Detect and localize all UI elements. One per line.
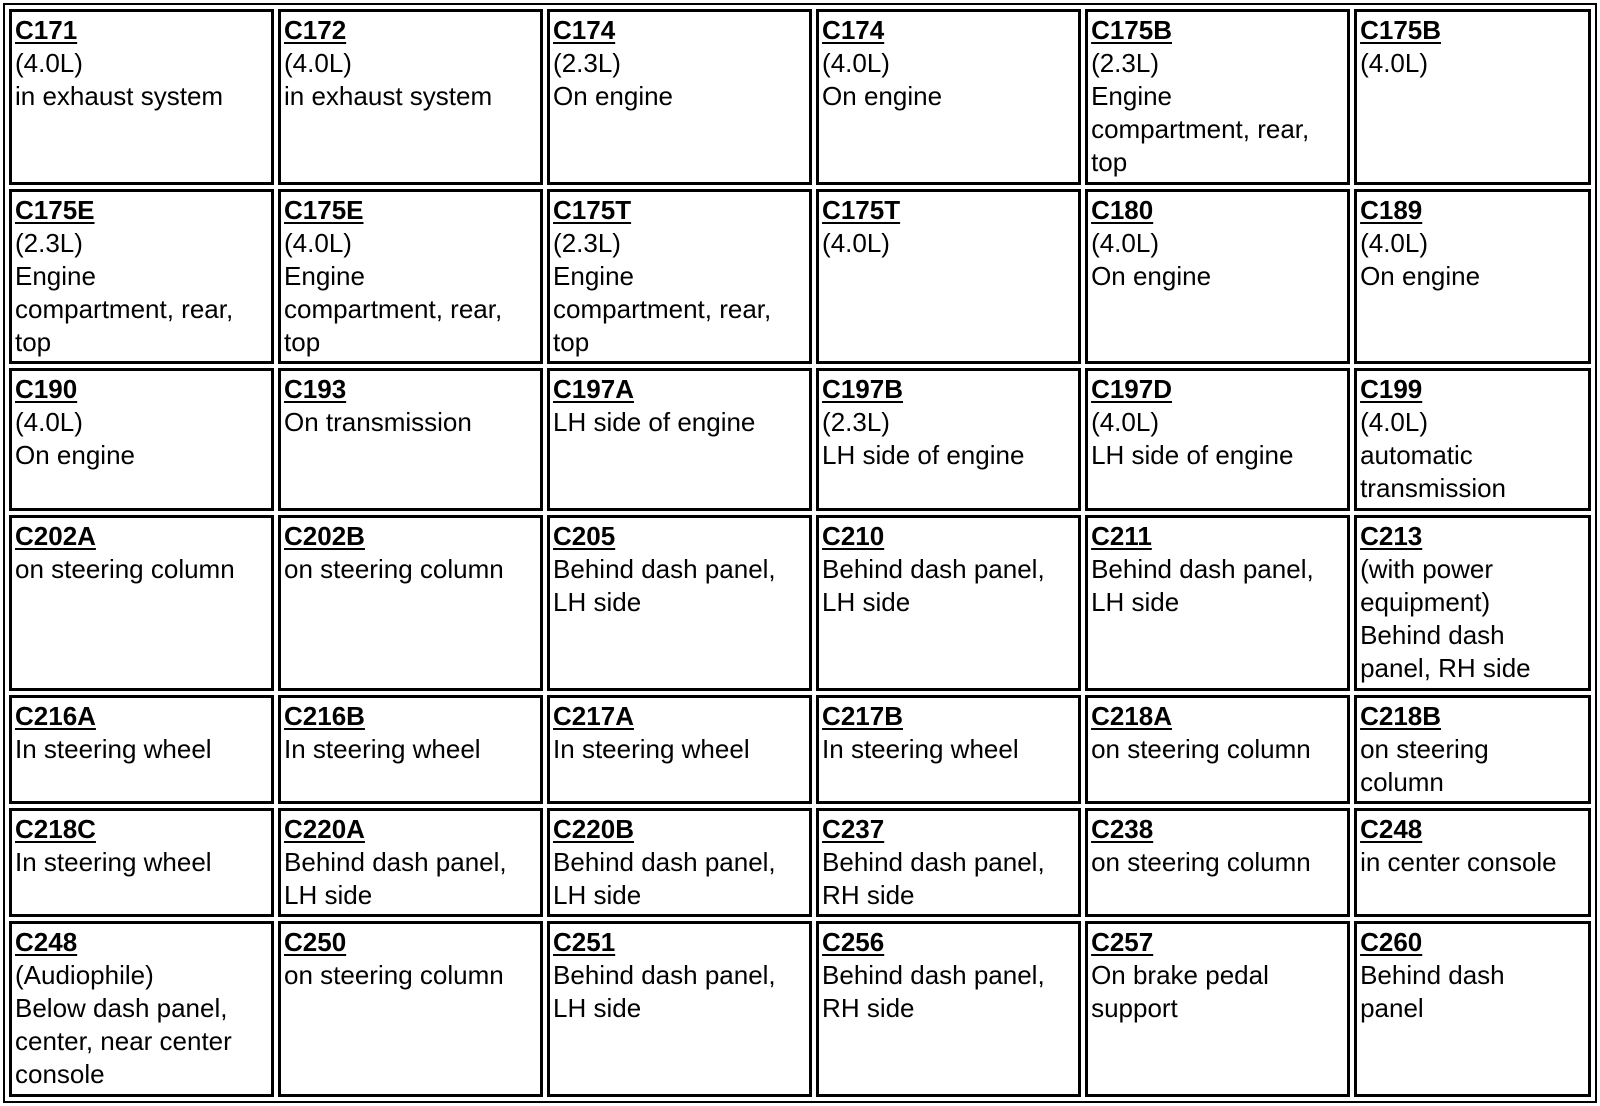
connector-location-text: (2.3L) xyxy=(1091,48,1159,78)
connector-code-link[interactable]: C172 xyxy=(284,15,347,45)
connector-cell xyxy=(547,368,812,511)
connector-code-link[interactable]: C205 xyxy=(553,520,616,551)
connector-location-text: on steering column xyxy=(1091,733,1311,764)
connector-code-link[interactable]: C216B xyxy=(284,700,365,731)
connector-location-text: on steering column xyxy=(284,960,504,991)
connector-location-text: (4.0L) xyxy=(1360,227,1428,258)
connector-location-text: LH side xyxy=(553,993,642,1024)
connector-code-link[interactable]: C250 xyxy=(284,927,347,958)
connector-location-text: top xyxy=(553,326,590,357)
connector-cell xyxy=(816,921,1081,1097)
connector-location-text: equipment) xyxy=(1360,586,1491,617)
connector-location-text: (4.0L) xyxy=(284,227,352,258)
connector-location-text: (4.0L) xyxy=(284,48,352,78)
connector-location-text: panel, RH side xyxy=(1360,652,1531,683)
connector-code-link[interactable]: C217B xyxy=(822,700,903,731)
connector-cell xyxy=(1085,808,1350,917)
connector-location-text: LH side xyxy=(822,586,911,617)
connector-code-link[interactable]: C256 xyxy=(822,927,885,958)
connector-location-text: (4.0L) xyxy=(15,407,83,438)
connector-cell xyxy=(1354,808,1591,917)
connector-cell xyxy=(278,189,543,365)
connector-location-text: (Audiophile) xyxy=(15,960,154,991)
connector-cell xyxy=(278,9,543,185)
connector-cell xyxy=(278,695,543,804)
connector-cell xyxy=(1085,695,1350,804)
connector-cell xyxy=(1085,368,1350,511)
connector-cell xyxy=(547,189,812,365)
connector-location-table xyxy=(3,3,1597,1103)
connector-location-text: Behind dash panel, xyxy=(822,846,1045,877)
connector-code-link[interactable]: C202A xyxy=(15,520,96,551)
connector-location-text: LH side of engine xyxy=(822,440,1025,471)
connector-location-text: LH side xyxy=(284,879,373,910)
connector-location-text: (4.0L) xyxy=(15,48,83,78)
connector-location-text: Behind dash xyxy=(1360,960,1505,991)
connector-code-link[interactable]: C171 xyxy=(15,15,78,45)
connector-location-text: LH side xyxy=(553,879,642,910)
connector-location-text: On brake pedal xyxy=(1091,960,1269,991)
connector-code-link[interactable]: C218B xyxy=(1360,700,1442,731)
table-row xyxy=(9,695,1591,804)
connector-location-text: Engine xyxy=(284,260,365,291)
connector-cell xyxy=(816,515,1081,691)
connector-location-text: on steering column xyxy=(15,553,235,584)
connector-location-text: RH side xyxy=(822,993,915,1024)
table-row xyxy=(9,921,1591,1097)
connector-cell xyxy=(278,808,543,917)
connector-cell xyxy=(278,368,543,511)
connector-location-text: Engine xyxy=(1091,81,1173,111)
connector-cell xyxy=(9,189,274,365)
connector-location-text: In steering wheel xyxy=(553,733,750,764)
connector-cell xyxy=(9,695,274,804)
connector-cell xyxy=(547,921,812,1097)
connector-code-link[interactable]: C248 xyxy=(15,927,78,958)
connector-code-link[interactable]: C238 xyxy=(1091,813,1154,844)
connector-location-text: Behind dash xyxy=(1360,619,1505,650)
connector-cell xyxy=(1354,921,1591,1097)
connector-location-text: compartment, rear, xyxy=(553,293,772,324)
connector-code-link[interactable]: C199 xyxy=(1360,374,1423,405)
connector-location-text: (2.3L) xyxy=(553,48,621,78)
connector-cell xyxy=(1085,921,1350,1097)
table-row xyxy=(9,9,1591,185)
connector-code-link[interactable]: C216A xyxy=(15,700,96,731)
connector-location-text: in exhaust system xyxy=(15,81,224,111)
connector-location-text: On engine xyxy=(1360,260,1481,291)
connector-location-text: Behind dash panel, xyxy=(284,846,507,877)
connector-code-link[interactable]: C175T xyxy=(822,194,901,225)
connector-code-link[interactable]: C217A xyxy=(553,700,634,731)
connector-cell xyxy=(9,515,274,691)
connector-table-body xyxy=(9,9,1591,1097)
table-row xyxy=(9,808,1591,917)
connector-location-text: (4.0L) xyxy=(822,48,890,78)
connector-location-text: top xyxy=(15,326,52,357)
connector-location-text: In steering wheel xyxy=(284,733,481,764)
connector-location-text: (4.0L) xyxy=(1360,407,1428,438)
connector-code-link[interactable]: C218C xyxy=(15,813,96,844)
connector-location-text: (4.0L) xyxy=(1091,227,1159,258)
connector-code-link[interactable]: C260 xyxy=(1360,927,1423,958)
connector-location-text: Behind dash panel, xyxy=(553,553,776,584)
connector-code-link[interactable]: C213 xyxy=(1360,520,1423,551)
connector-cell xyxy=(1085,189,1350,365)
connector-cell xyxy=(1354,368,1591,511)
connector-cell xyxy=(278,515,543,691)
connector-location-text: on steering column xyxy=(284,553,504,584)
connector-cell xyxy=(1085,9,1350,185)
connector-code-link[interactable]: C257 xyxy=(1091,927,1154,958)
connector-location-text: in exhaust system xyxy=(284,81,493,111)
connector-code-link[interactable]: C220B xyxy=(553,813,634,844)
connector-cell xyxy=(816,808,1081,917)
connector-location-text: In steering wheel xyxy=(15,733,212,764)
connector-location-text: LH side of engine xyxy=(553,407,756,438)
connector-code-link[interactable]: C197A xyxy=(553,374,634,405)
connector-cell xyxy=(9,921,274,1097)
connector-location-text: on steering column xyxy=(1091,846,1311,877)
connector-location-text: On engine xyxy=(822,81,943,111)
connector-cell xyxy=(547,9,812,185)
connector-cell xyxy=(9,808,274,917)
connector-cell xyxy=(278,921,543,1097)
connector-cell xyxy=(816,189,1081,365)
connector-code-link[interactable]: C175B xyxy=(1360,15,1442,45)
connector-location-text: Behind dash panel, xyxy=(822,960,1045,991)
connector-location-text: top xyxy=(284,326,321,357)
connector-cell xyxy=(1085,515,1350,691)
table-row xyxy=(9,189,1591,365)
connector-code-link[interactable]: C197D xyxy=(1091,374,1172,405)
connector-location-text: compartment, rear, xyxy=(284,293,503,324)
connector-location-text: In steering wheel xyxy=(15,846,212,877)
connector-location-text: top xyxy=(1091,147,1128,177)
connector-location-text: on steering xyxy=(1360,733,1489,764)
connector-location-text: (2.3L) xyxy=(553,227,621,258)
connector-cell xyxy=(1354,189,1591,365)
connector-code-link[interactable]: C174 xyxy=(553,15,616,45)
table-row xyxy=(9,368,1591,511)
connector-location-text: in center console xyxy=(1360,846,1557,877)
connector-location-text: Engine xyxy=(15,260,96,291)
connector-location-text: Behind dash panel, xyxy=(822,553,1045,584)
connector-location-text: compartment, rear, xyxy=(15,293,234,324)
connector-location-text: automatic xyxy=(1360,440,1473,471)
connector-cell xyxy=(1354,515,1591,691)
connector-location-text: console xyxy=(15,1059,105,1090)
connector-cell xyxy=(547,808,812,917)
connector-location-text: panel xyxy=(1360,993,1424,1024)
connector-code-link[interactable]: C175E xyxy=(284,194,364,225)
connector-location-text: (with power xyxy=(1360,553,1494,584)
connector-location-text: On engine xyxy=(15,440,135,471)
connector-location-text: RH side xyxy=(822,879,915,910)
connector-cell xyxy=(1354,695,1591,804)
connector-location-text: Below dash panel, xyxy=(15,993,228,1024)
connector-location-text: column xyxy=(1360,766,1444,797)
connector-cell xyxy=(816,368,1081,511)
connector-location-text: transmission xyxy=(1360,473,1507,504)
connector-location-text: LH side xyxy=(553,586,642,617)
connector-location-text: (4.0L) xyxy=(822,227,890,258)
connector-code-link[interactable]: C248 xyxy=(1360,813,1423,844)
connector-cell xyxy=(9,9,274,185)
connector-location-text: (2.3L) xyxy=(15,227,83,258)
connector-location-text: Behind dash panel, xyxy=(553,960,776,991)
connector-location-text: compartment, rear, xyxy=(1091,114,1310,144)
connector-location-text: On engine xyxy=(1091,260,1212,291)
connector-code-link[interactable]: C189 xyxy=(1360,194,1423,225)
connector-cell xyxy=(547,695,812,804)
connector-location-text: Behind dash panel, xyxy=(1091,553,1314,584)
connector-code-link[interactable]: C251 xyxy=(553,927,616,958)
connector-code-link[interactable]: C220A xyxy=(284,813,365,844)
connector-cell xyxy=(547,515,812,691)
connector-code-link[interactable]: C237 xyxy=(822,813,885,844)
connector-location-text: Engine xyxy=(553,260,634,291)
connector-code-link[interactable]: C218A xyxy=(1091,700,1172,731)
connector-location-text: On transmission xyxy=(284,407,472,438)
connector-code-link[interactable]: C175T xyxy=(553,194,632,225)
connector-code-link[interactable]: C210 xyxy=(822,520,885,551)
connector-code-link[interactable]: C175B xyxy=(1091,15,1172,45)
connector-location-text: center, near center xyxy=(15,1026,232,1057)
connector-code-link[interactable]: C211 xyxy=(1091,520,1152,551)
connector-code-link[interactable]: C202B xyxy=(284,520,365,551)
connector-location-text: (4.0L) xyxy=(1091,407,1159,438)
connector-location-text: On engine xyxy=(553,81,674,111)
connector-location-text: (2.3L) xyxy=(822,407,890,438)
connector-cell xyxy=(816,9,1081,185)
connector-code-link[interactable]: C193 xyxy=(284,374,347,405)
connector-cell xyxy=(9,368,274,511)
connector-cell xyxy=(816,695,1081,804)
connector-location-text: LH side of engine xyxy=(1091,440,1294,471)
connector-location-text: (4.0L) xyxy=(1360,48,1428,78)
connector-code-link[interactable]: C197B xyxy=(822,374,903,405)
connector-code-link[interactable]: C180 xyxy=(1091,194,1154,225)
table-row xyxy=(9,515,1591,691)
connector-code-link[interactable]: C174 xyxy=(822,15,885,45)
connector-location-text: LH side xyxy=(1091,586,1180,617)
connector-location-text: In steering wheel xyxy=(822,733,1019,764)
connector-location-text: Behind dash panel, xyxy=(553,846,776,877)
connector-location-text: support xyxy=(1091,993,1178,1024)
connector-code-link[interactable]: C190 xyxy=(15,374,78,405)
connector-code-link[interactable]: C175E xyxy=(15,194,95,225)
connector-cell xyxy=(1354,9,1591,185)
